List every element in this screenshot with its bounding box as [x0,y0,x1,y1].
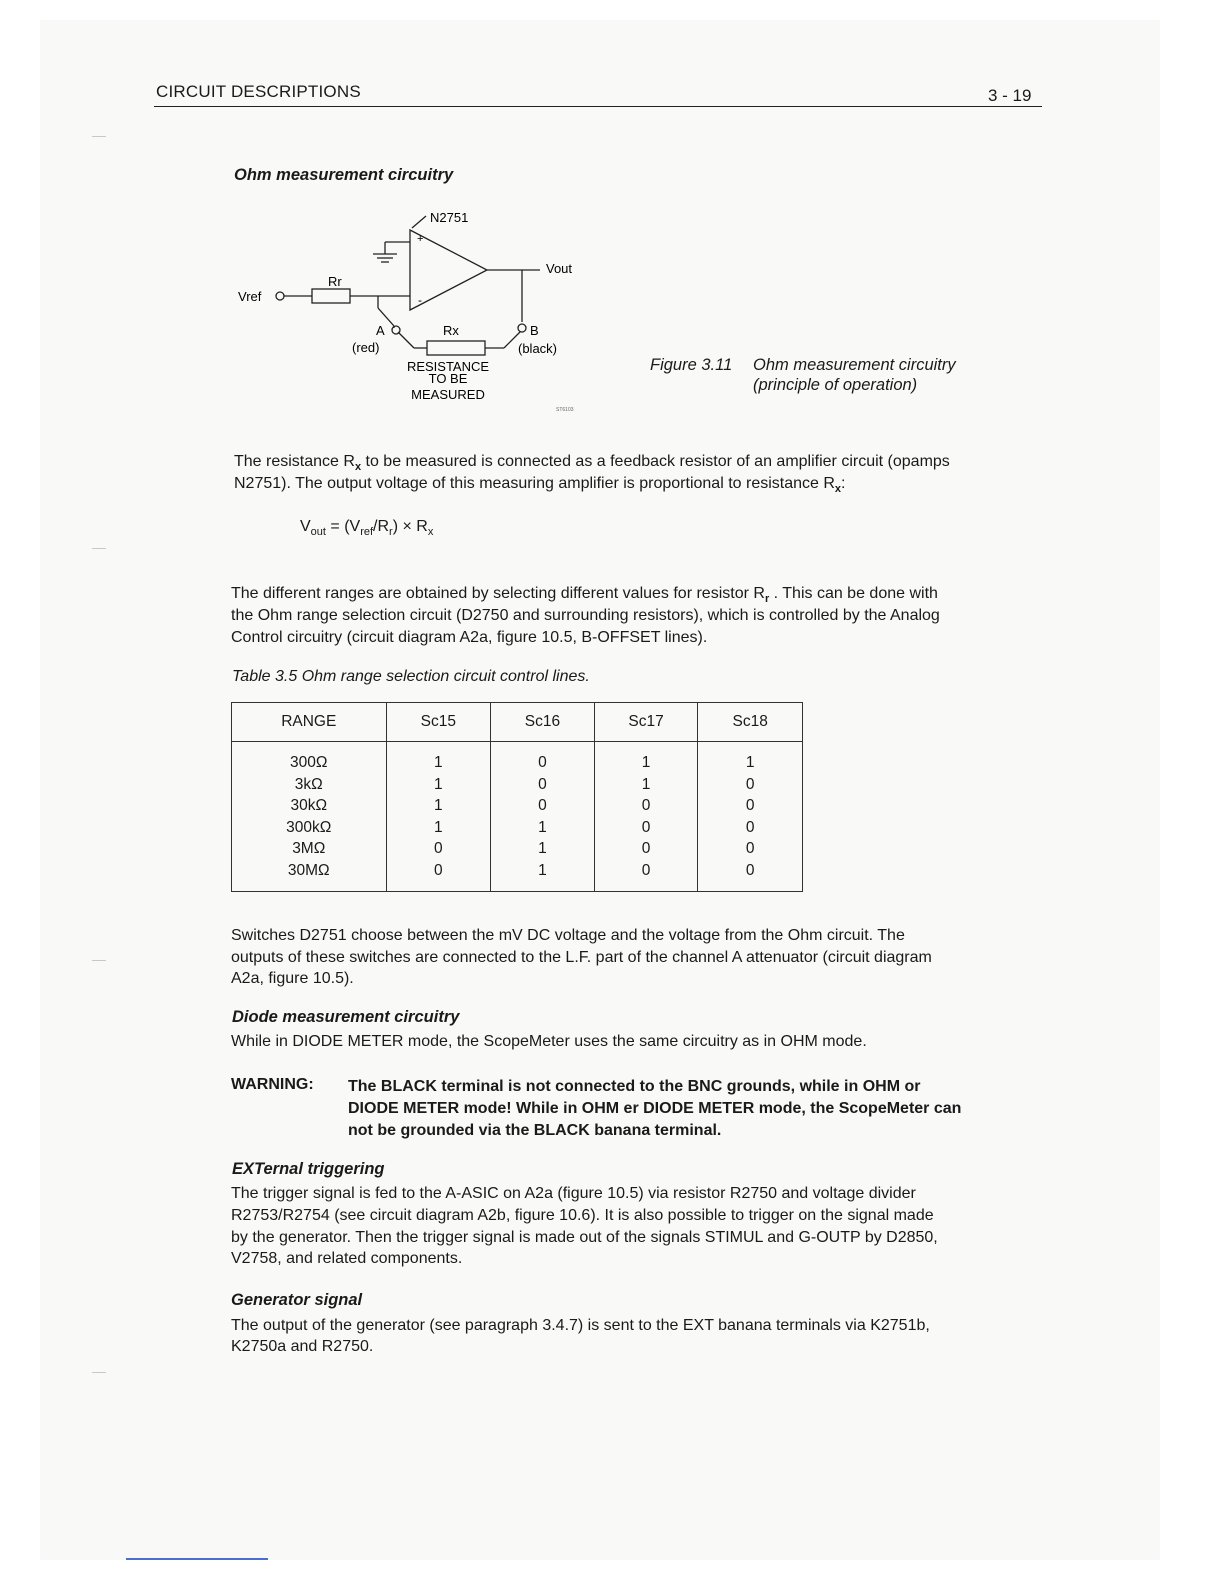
warning-line2: DIODE METER mode! While in OHM er DIODE METER mode, the ScopeMeter can [348,1100,962,1117]
sc16-value: 0 [538,797,547,815]
sc15-value: 1 [433,754,443,771]
sc17-value: 0 [641,797,651,815]
sc15-value: 0 [433,861,443,879]
warning-line1: The BLACK terminal is not connected to the BNC grounds, while in OHM or [348,1078,921,1095]
vref-terminal [276,292,284,300]
figure-caption-line1: Ohm measurement circuitry [753,356,956,374]
range-value: 300kΩ [286,818,332,836]
range-value: 300Ω [290,754,328,771]
rx-label: Rx [443,323,459,338]
table-row [232,742,803,892]
resistor-rr [312,289,350,303]
para3-line2: outputs of these switches are connected to the L.F. part of the channel A attenuator (circuit diagram [231,949,932,966]
rr-label: Rr [328,274,342,289]
resistance-label-2: TO BE [428,371,468,386]
generator-heading: Generator signal [231,1291,363,1309]
sc17-value: 1 [641,754,651,771]
range-column [232,742,387,892]
ext-line3: by the generator. Then the trigger signal is made out of the signals STIMUL and G-OUTP by D2850, [231,1229,938,1246]
sc17-value: 0 [641,818,651,836]
generator-line2: K2750a and R2750. [231,1338,374,1355]
opamp-label: N2751 [430,210,469,225]
header-sc16: Sc16 [491,703,595,742]
margin-mark [92,548,106,549]
terminal-b-label: B [530,323,539,338]
sc17-value: 0 [641,840,651,858]
sc16-value: 1 [538,861,547,879]
sc15-value: 1 [433,797,443,815]
range-value: 30MΩ [287,861,330,879]
generator-line1: The output of the generator (see paragraph 3.4.7) is sent to the EXT banana terminals via K2751b, [231,1317,930,1334]
ohm-circuit-diagram [230,200,610,425]
header-sc17: Sc17 [594,703,698,742]
range-value: 3kΩ [294,775,323,793]
header-sc18: Sc18 [698,703,803,742]
figure-id: ST6103 [556,407,574,413]
minus-sign: - [418,293,422,307]
vref-label: Vref [238,289,262,304]
vout-label: Vout [546,261,573,276]
header-sc15: Sc15 [386,703,491,742]
para3-line1: Switches D2751 choose between the mV DC voltage and the voltage from the Ohm circuit. The [231,927,905,944]
sc16-column [491,742,595,892]
para3-line3: A2a, figure 10.5). [231,970,354,987]
para1-line2: N2751). The output voltage of this measuring amplifier is proportional to resistance $R_x$: [234,475,846,496]
terminal-a-label: A [376,323,385,338]
ext-line2: R2753/R2754 (see circuit diagram A2b, figure 10.6). It is also possible to trigger on the signal made [231,1207,934,1224]
header-rule [154,106,1042,107]
ohm-range-table [231,702,803,892]
para1-line1: The resistance $R_x$ to be measured is connected as a feedback resistor of an amplifier circuit (opamps [234,453,950,474]
sc18-value: 0 [745,861,755,879]
para2-line2: the Ohm range selection circuit (D2750 and surrounding resistors), which is controlled by the Analog [231,607,940,624]
range-value: 3MΩ [292,840,326,858]
ohm-heading: Ohm measurement circuitry [234,166,454,184]
warning-line3: not be grounded via the BLACK banana terminal. [348,1122,722,1139]
section-header: CIRCUIT DESCRIPTIONS [156,82,361,101]
para2-line1: The different ranges are obtained by selecting different values for resistor $R_r$ . This can be done with [231,585,938,606]
sc18-value: 0 [745,818,755,836]
sc16-value: 1 [538,840,547,858]
terminal-b-symbol [518,324,526,332]
sc18-value: 1 [745,754,755,771]
terminal-a-color: (red) [352,340,380,355]
sc18-value: 0 [745,797,755,815]
header-range: RANGE [232,703,387,742]
sc18-value: 0 [745,840,755,858]
figure-caption-line2: (principle of operation) [753,376,918,394]
sc16-value: 0 [538,754,547,771]
page-number: 3 - 19 [988,86,1032,105]
resistor-rx [427,341,485,355]
ext-line1: The trigger signal is fed to the A-ASIC on A2a (figure 10.5) via resistor R2750 and voltage divider [231,1185,916,1202]
resistance-label-1: RESISTANCE [406,359,490,374]
sc15-value: 1 [433,775,443,793]
sc15-value: 0 [433,840,443,858]
sc17-column [594,742,698,892]
diode-text: While in DIODE METER mode, the ScopeMeter uses the same circuitry as in OHM mode. [231,1033,867,1050]
sc16-value: 0 [538,775,547,793]
footer-line [126,1558,268,1560]
table-caption: Table 3.5 Ohm range selection circuit control lines. [232,668,590,685]
table-header-row [232,703,803,742]
sc17-value: 1 [641,775,651,793]
diode-heading: Diode measurement circuitry [232,1008,460,1026]
margin-mark [92,1372,106,1373]
sc18-value: 0 [745,775,755,793]
margin-mark [92,960,106,961]
resistance-label-3: MEASURED [411,387,485,402]
sc16-value: 1 [538,818,547,836]
margin-mark [92,136,106,137]
figure-caption-number: Figure 3.11 [650,356,733,374]
vout-equation: $V_{out} = (V_{ref}/R_r) \times R_x$ [300,518,434,539]
sc15-value: 1 [433,818,443,836]
range-value: 30kΩ [290,797,328,815]
plus-sign: + [417,233,424,245]
sc18-column [698,742,803,892]
ext-heading: EXTernal triggering [232,1160,385,1178]
sc15-column [386,742,491,892]
ext-line4: V2758, and related components. [231,1250,463,1267]
sc17-value: 0 [641,861,651,879]
para2-line3: Control circuitry (circuit diagram A2a, figure 10.5, B-OFFSET lines). [231,629,708,646]
warning-label: WARNING: [231,1076,314,1093]
terminal-b-color: (black) [518,341,558,356]
